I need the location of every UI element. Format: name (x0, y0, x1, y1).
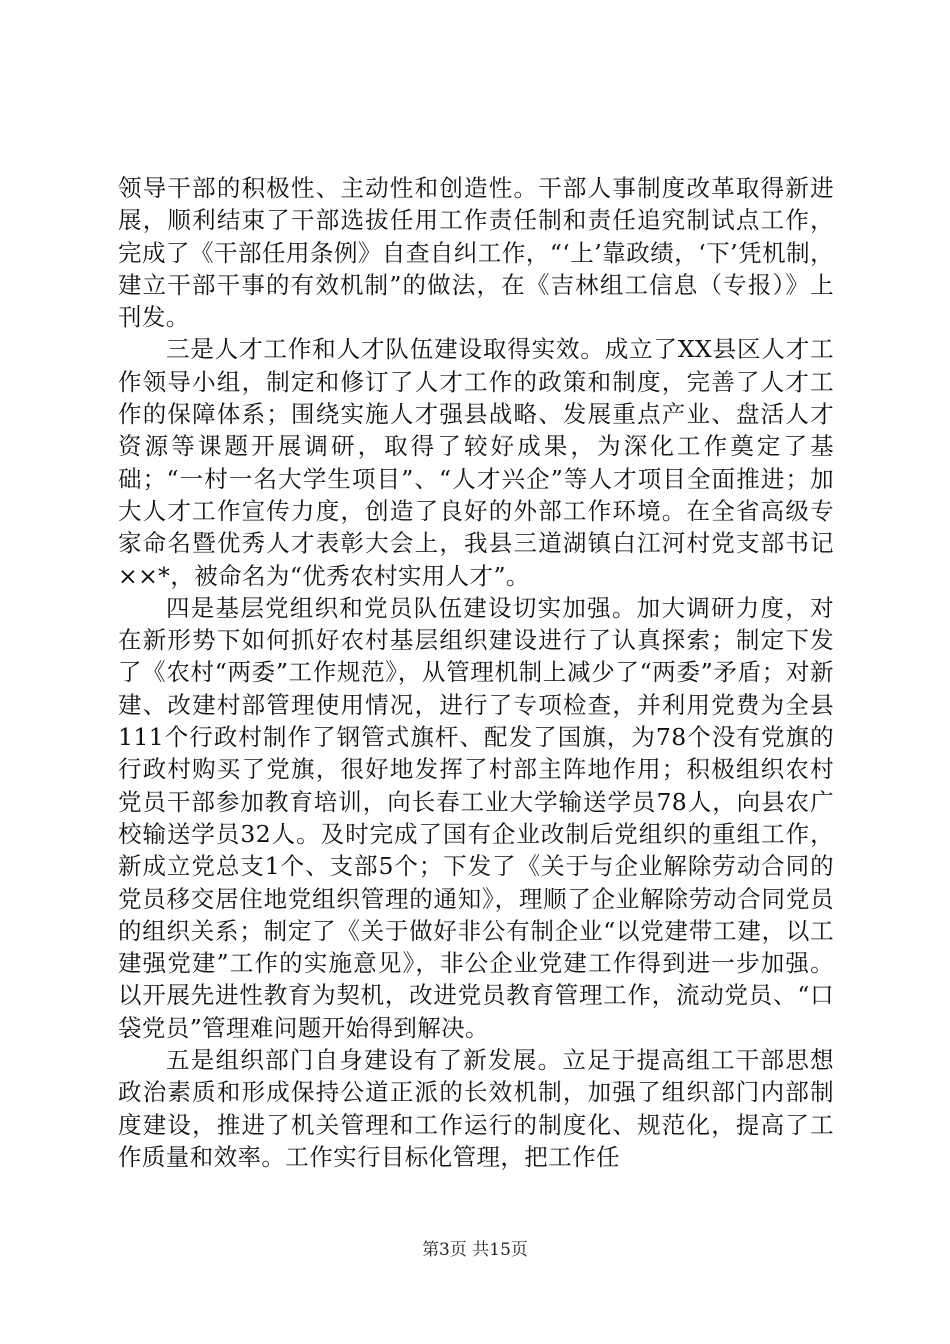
paragraph-talent-work: 三是人才工作和人才队伍建设取得实效。成立了XX县区人才工作领导小组，制定和修订了人才工作的政策和制度，完善了人才工作的保障体系；围绕实施人才强县战略、发展重点产业、盘活人才资源等课题开展调研，取得了较好成果，为深化工作奠定了基础；“一村一名大学生项目”、“人才兴企”等人才项目全面推进；加大人才工作宣传力度，创造了良好的外部工作环境。在全省高级专家命名暨优秀人才表彰大会上，我县三道湖镇白江河村党支部书记××*，被命名为“优秀农村实用人才”。 (118, 335, 834, 590)
page-number-footer: 第3页 共15页 (422, 1240, 528, 1260)
paragraph-department-building: 五是组织部门自身建设有了新发展。立足于提高组工干部思想政治素质和形成保持公道正派的长效机制，加强了组织部门内部制度建设，推进了机关管理和工作运行的制度化、规范化，提高了工作质量和效率。工作实行目标化管理，把工作任 (118, 1046, 834, 1171)
document-body (118, 172, 834, 1173)
paragraph-continuation: 领导干部的积极性、主动性和创造性。干部人事制度改革取得新进展，顺利结束了干部选拔任用工作责任制和责任追究制试点工作，完成了《干部任用条例》自查自纠工作，“‘上’靠政绩，‘下’凭机制，建立干部干事的有效机制”的做法，在《吉林组工信息（专报）》上刊发。 (118, 174, 834, 332)
paragraph-grassroots-party: 四是基层党组织和党员队伍建设切实加强。加大调研力度，对在新形势下如何抓好农村基层组织建设进行了认真探索；制定下发了《农村“两委”工作规范》，从管理机制上减少了“两委”矛盾；对新建、改建村部管理使用情况，进行了专项检查，并利用党费为全县111个行政村制作了钢管式旗杆、配发了国旗，为78个没有党旗的行政村购买了党旗，很好地发挥了村部主阵地作用；积极组织农村党员干部参加教育培训，向长春工业大学输送学员78人，向县农广校输送学员32人。及时完成了国有企业改制后党组织的重组工作，新成立党总支1个、支部5个；下发了《关于与企业解除劳动合同的党员移交居住地党组织管理的通知》，理顺了企业解除劳动合同党员的组织关系；制定了《关于做好非公有制企业“以党建带工建，以工建强党建”工作的实施意见》，非公企业党建工作得到进一步加强。以开展先进性教育为契机，改进党员教育管理工作，流动党员、“口袋党员”管理难问题开始得到解决。 (118, 593, 834, 1042)
